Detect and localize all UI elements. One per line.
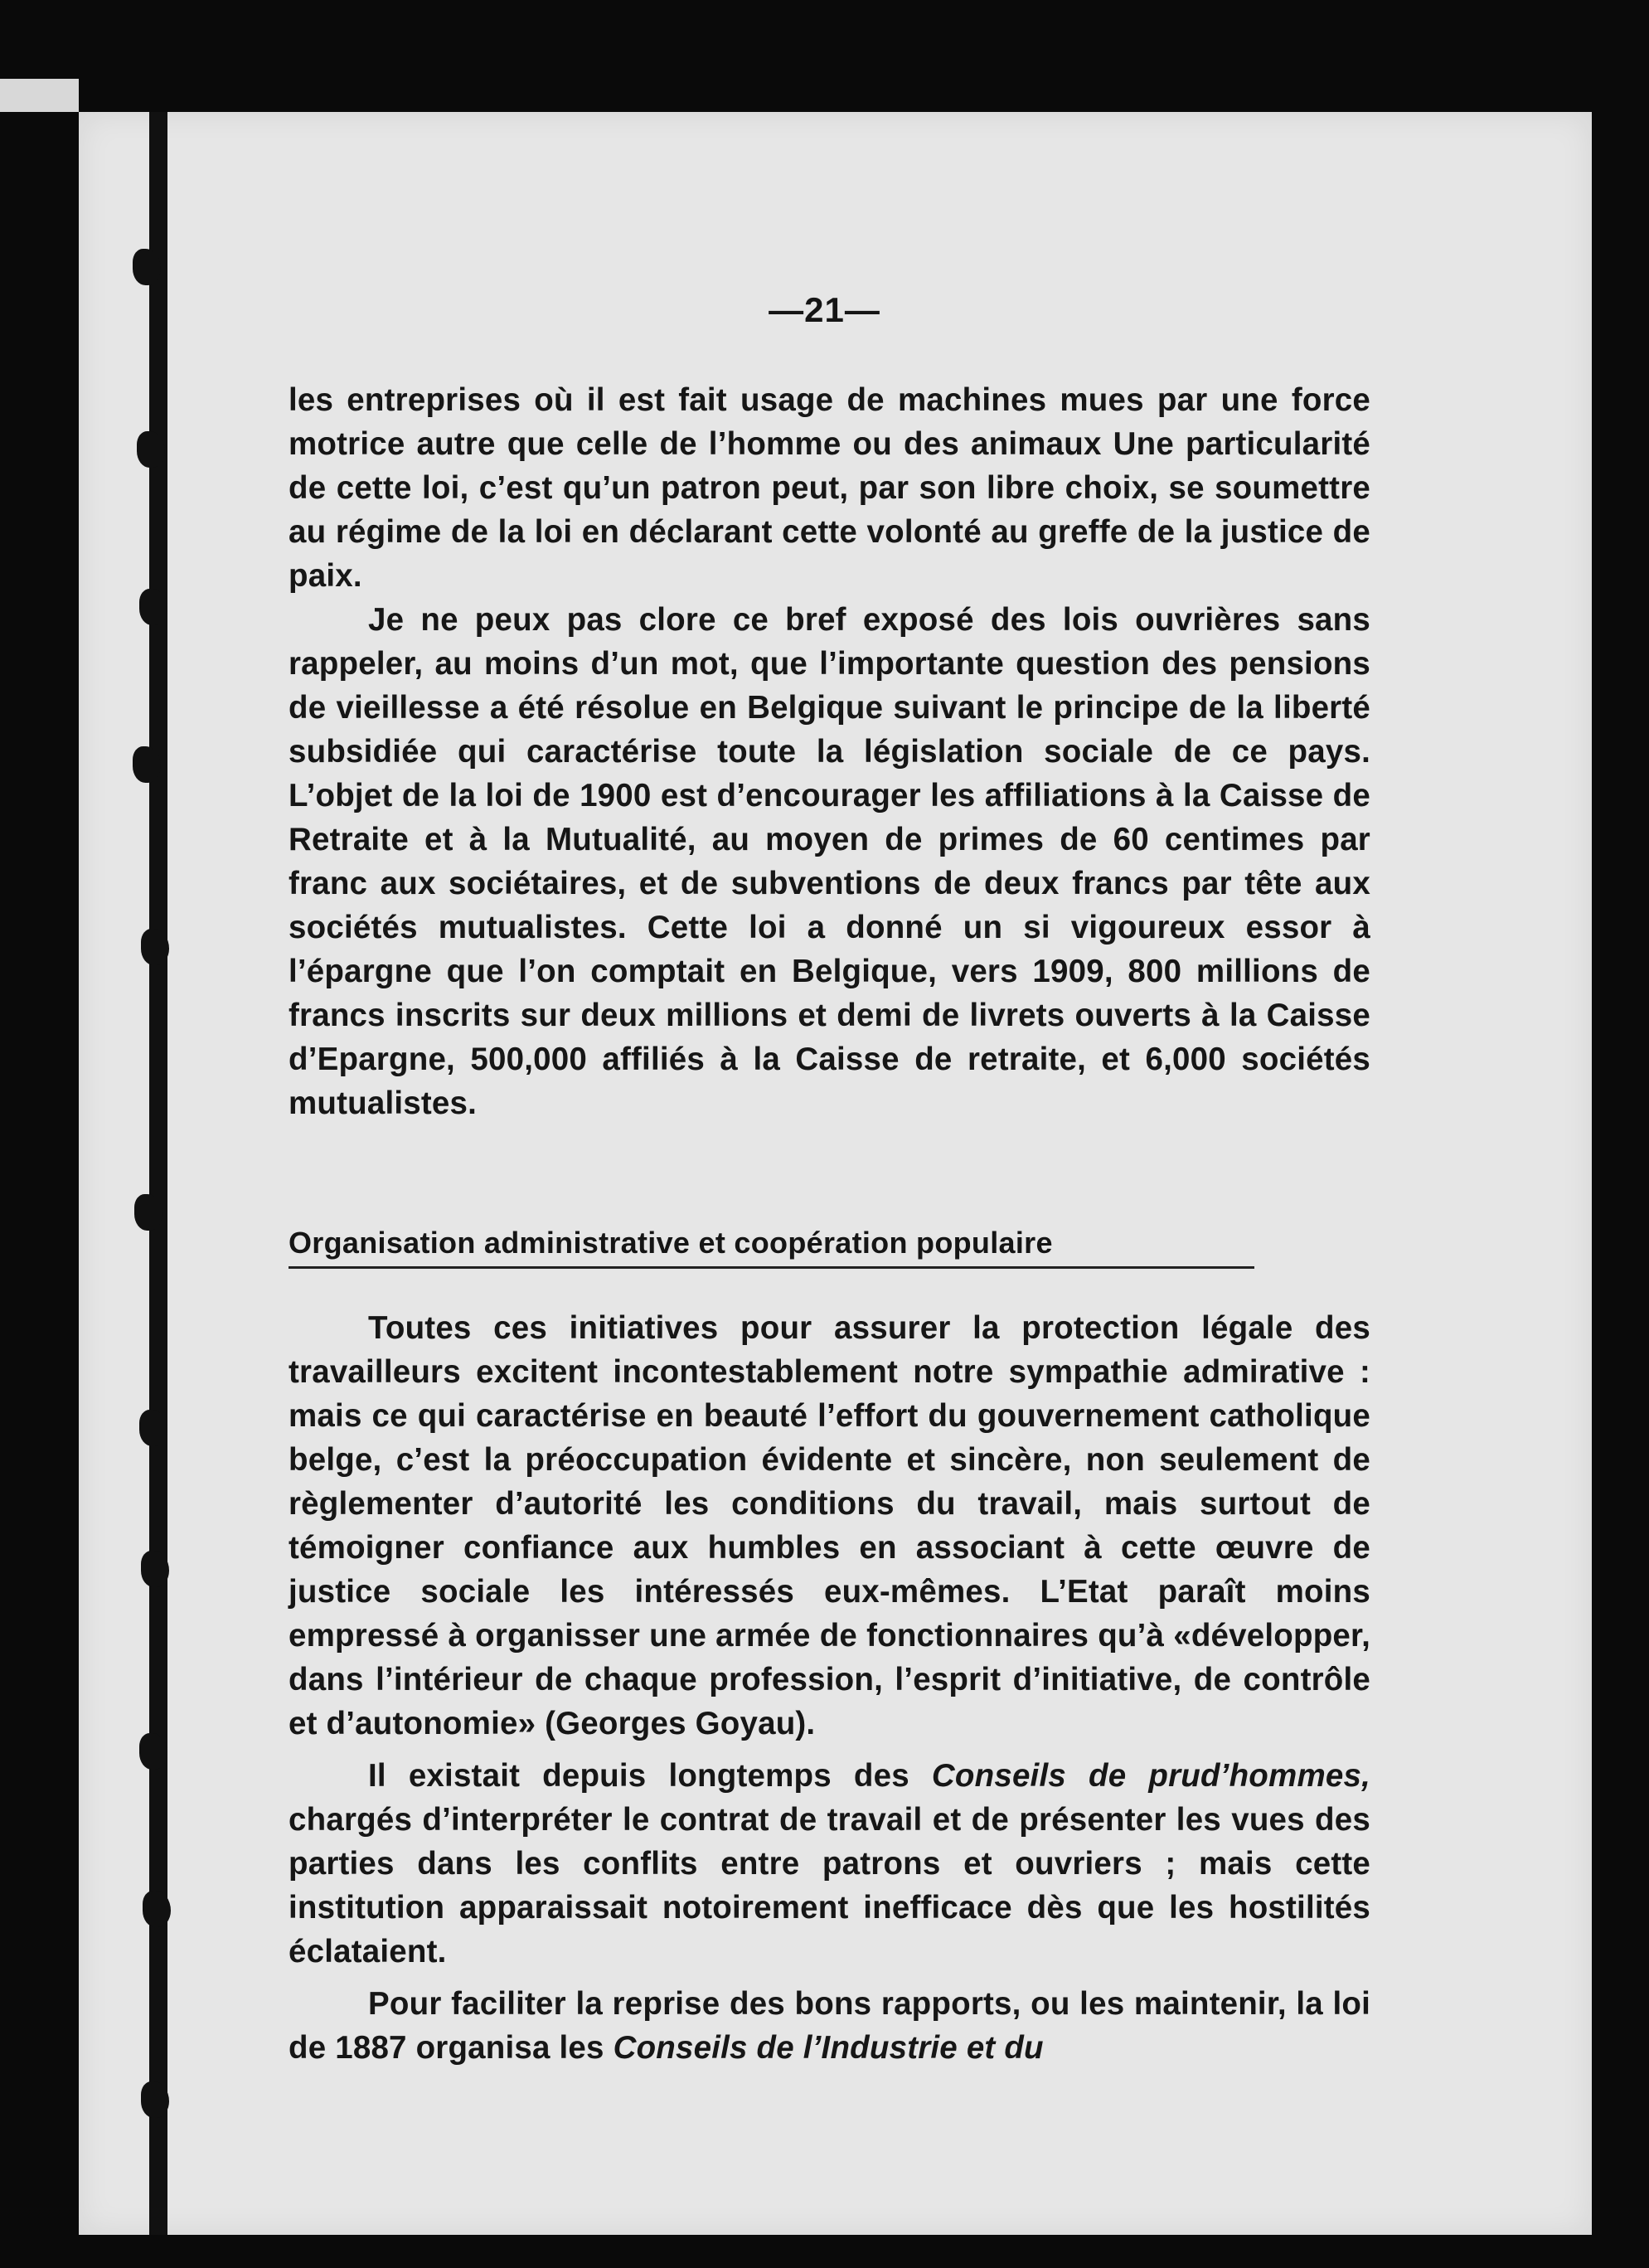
binding-mark: [139, 589, 167, 625]
body-text-bottom: [289, 1306, 1370, 2070]
body-text-top: [289, 378, 1370, 1125]
page-number: —21—: [769, 290, 880, 329]
paragraph: les entreprises où il est fait usage de machines mues par une force motrice autre que celle de l’homme ou des animaux Une particularité de cette loi, c’est qu’un patron peut, par son libre choix, se soumettre au régime de la loi en déclarant cette volonté au greffe de la justice de paix.: [289, 382, 1370, 594]
binding-mark: [141, 929, 169, 965]
binding-mark: [134, 1194, 162, 1231]
binding-mark: [137, 431, 165, 468]
section-heading: Organisation administrative et coopération populaire: [289, 1223, 1254, 1269]
binding-mark: [143, 1891, 171, 1927]
paragraph-text: chargés d’interpréter le contrat de travail et de présenter les vues des parties dans les conflits entre patrons et ouvriers ; mais cette institution apparaissait notoirement inefficace dès que les hostilités éclataient.: [289, 1802, 1370, 1969]
paragraph-text: Il existait depuis longtemps des: [368, 1758, 932, 1794]
binding-mark: [139, 1410, 167, 1446]
italic-term: Conseils de l’Industrie et du: [613, 2030, 1044, 2066]
binding-mark: [141, 2081, 169, 2118]
italic-term: Conseils de prud’hommes,: [931, 1758, 1370, 1794]
paragraph-text: Pour faciliter la reprise des bons rapports, ou les maintenir, la loi de 1887 organisa les: [289, 1986, 1370, 2066]
binding-mark: [139, 1733, 167, 1770]
paragraph: [289, 1982, 1370, 2070]
paragraph: [289, 1754, 1370, 1974]
binding-mark: [141, 1551, 169, 1587]
binding-mark: [133, 249, 161, 285]
binding-mark: [133, 746, 161, 783]
paragraph: Toutes ces initiatives pour assurer la protection légale des travailleurs excitent incontestablement notre sympathie admirative : mais ce qui caractérise en beauté l’effort du gouvernement catholique belge, c’est la préoccupation évidente et sincère, non seulement de règlementer d’autorité les conditions du travail, mais surtout de témoigner confiance aux humbles en associant à cette œuvre de justice sociale les intéressés eux-mêmes. L’Etat paraît moins empressé à organisser une armée de fonctionnaires qu’à «développer, dans l’intérieur de chaque profession, l’esprit d’initiative, de contrôle et d’autonomie» (Georges Goyau).: [289, 1310, 1370, 1741]
paragraph: Je ne peux pas clore ce bref exposé des lois ouvrières sans rappeler, au moins d’un mot, que l’importante question des pensions de vieillesse a été résolue en Belgique suivant le principe de la liberté subsidiée qui caractérise toute la législation sociale de ce pays. L’objet de la loi de 1900 est d’encourager les affiliations à la Caisse de Retraite et à la Mutualité, au moyen de primes de 60 centimes par franc aux sociétaires, et de subventions de deux francs par tête aux sociétés mutualistes. Cette loi a donné un si vigoureux essor à l’épargne que l’on comptait en Belgique, vers 1909, 800 millions de francs inscrits sur deux millions et demi de livrets ouverts à la Caisse d’Epargne, 500,000 affiliés à la Caisse de retraite, et 6,000 sociétés mutualistes.: [289, 602, 1370, 1121]
scan-border: [0, 79, 79, 112]
